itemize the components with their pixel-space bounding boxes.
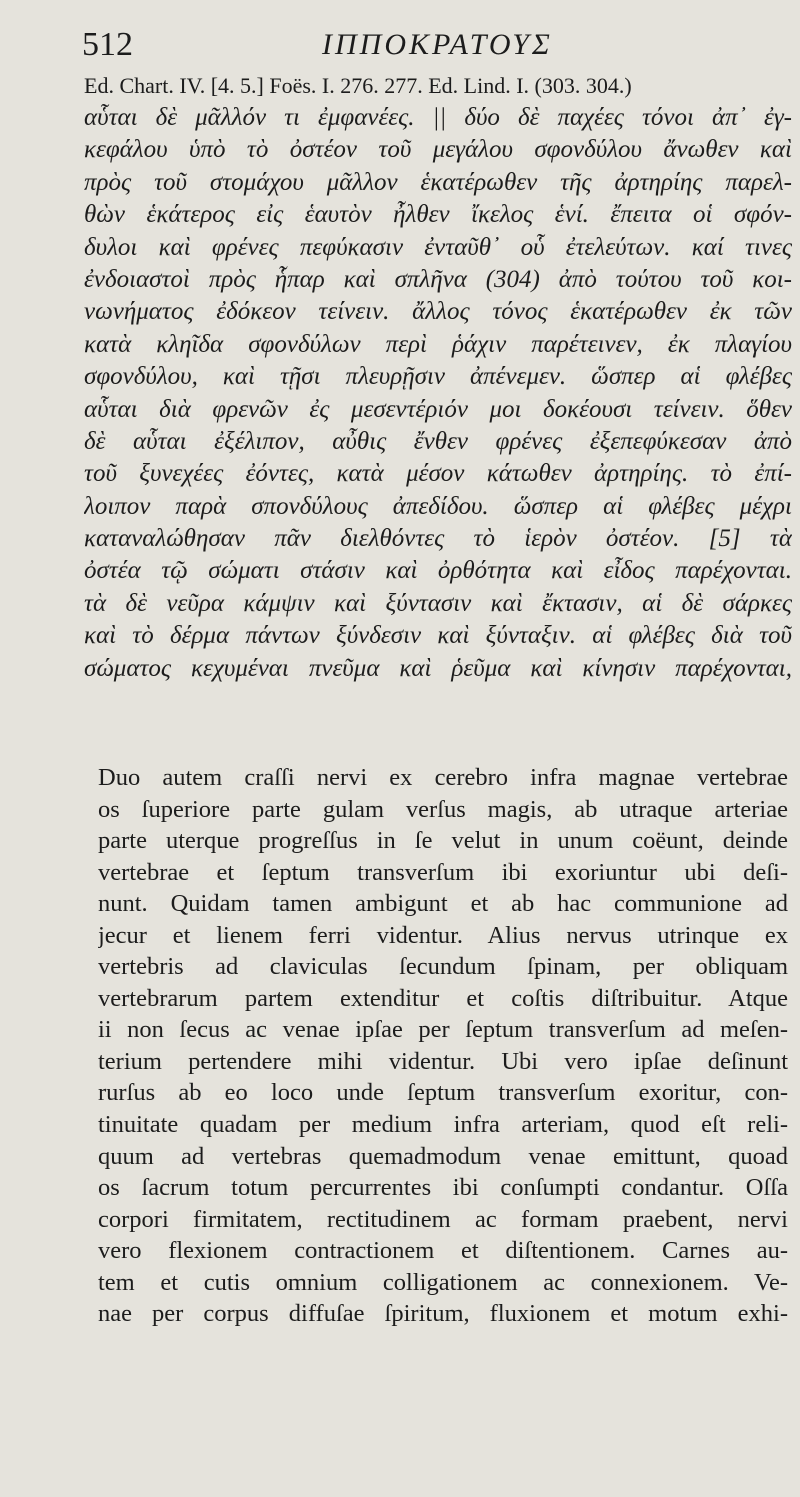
- latin-line: os ſacrum totum percurrentes ibi conſumpti condantur. Oſſa: [98, 1174, 788, 1202]
- latin-line: vertebris ad claviculas ſecundum ſpinam, per obliquam: [98, 953, 788, 981]
- greek-line: ὀστέα τῷ σώματι στάσιν καὶ ὀρθότητα καὶ εἶδος παρέχονται.: [84, 557, 792, 585]
- greek-line: κεφάλου ὑπὸ τὸ ὀστέον τοῦ μεγάλου σφονδύλου ἄνωθεν καὶ: [84, 136, 792, 164]
- latin-line: nae per corpus diffuſae ſpiritum, fluxionem et motum exhi-: [98, 1300, 788, 1328]
- greek-line: νωνήματος ἐδόκεον τείνειν. ἄλλος τόνος ἑκατέρωθεν ἐκ τῶν: [84, 298, 792, 326]
- latin-line: Duo autem craſſi nervi ex cerebro infra magnae vertebrae: [98, 764, 788, 791]
- greek-line: τοῦ ξυνεχέες ἐόντες, κατὰ μέσον κάτωθεν ἀρτηρίης. τὸ ἐπί-: [84, 460, 792, 488]
- greek-line: πρὸς τοῦ στομάχου μᾶλλον ἑκατέρωθεν τῆς ἀρτηρίης παρελ-: [84, 168, 792, 196]
- latin-line: os ſuperiore parte gulam verſus magis, ab utraque arteriae: [98, 795, 788, 823]
- latin-line: nunt. Quidam tamen ambigunt et ab hac communione ad: [98, 890, 788, 918]
- greek-line: ἐνδοιαστοὶ πρὸς ἧπαρ καὶ σπλῆνα (304) ἀπὸ τούτου τοῦ κοι-: [84, 265, 792, 293]
- greek-line: σφονδύλου, καὶ τῇσι πλευρῇσιν ἀπένεμεν. ὥσπερ αἱ φλέβες: [84, 363, 792, 391]
- latin-translation-block: [98, 762, 788, 1330]
- latin-line: vertebrarum partem extenditur et coſtis diſtribuitur. Atque: [98, 984, 788, 1012]
- latin-line: quum ad vertebras quemadmodum venae emittunt, quoad: [98, 1142, 788, 1170]
- greek-line: λοιπον παρὰ σπονδύλους ἀπεδίδου. ὥσπερ αἱ φλέβες μέχρι: [84, 492, 792, 520]
- page-number: 512: [82, 26, 133, 63]
- edition-reference-line: Ed. Chart. IV. [4. 5.] Foës. I. 276. 277. Ed. Lind. I. (303. 304.): [84, 73, 632, 98]
- greek-line: τὰ δὲ νεῦρα κάμψιν καὶ ξύντασιν καὶ ἔκτασιν, αἱ δὲ σάρκες: [84, 589, 792, 617]
- greek-line: αὗται δὲ μᾶλλόν τι ἐμφανέες. || δύο δὲ παχέες τόνοι ἀπ᾽ ἐγ-: [84, 104, 792, 131]
- greek-line: αὗται διὰ φρενῶν ἐς μεσεντέριόν μοι δοκέουσι τείνειν. ὅθεν: [84, 395, 792, 423]
- greek-line: καὶ τὸ δέρμα πάντων ξύνδεσιν καὶ ξύνταξιν. αἱ φλέβες διὰ τοῦ: [84, 622, 792, 650]
- latin-line: rurſus ab eo loco unde ſeptum transverſum exoritur, con-: [98, 1079, 788, 1107]
- page-header: [82, 22, 762, 68]
- latin-line: tinuitate quadam per medium infra arteriam, quod eſt reli-: [98, 1111, 788, 1139]
- latin-line: terium pertendere mihi videntur. Ubi vero ipſae deſinunt: [98, 1047, 788, 1075]
- greek-line: θὼν ἑκάτερος εἰς ἑαυτὸν ἦλθεν ἴκελος ἑνί. ἔπειτα οἱ σφόν-: [84, 201, 792, 229]
- greek-line: καταναλώθησαν πᾶν διελθόντες τὸ ἱερὸν ὀστέον. [5] τὰ: [84, 525, 792, 553]
- greek-line: δυλοι καὶ φρένες πεφύκασιν ἐνταῦθ᾽ οὗ ἐτελεύτων. καί τινες: [84, 233, 792, 261]
- latin-line: jecur et lienem ferri videntur. Alius nervus utrinque ex: [98, 921, 788, 949]
- greek-text-block: [84, 102, 792, 685]
- running-title: ΙΠΠΟΚΡΑΤΟΥΣ: [322, 28, 553, 61]
- latin-line: corpori firmitatem, rectitudinem ac formam praebent, nervi: [98, 1205, 788, 1233]
- latin-line: ii non ſecus ac venae ipſae per ſeptum transverſum ad meſen-: [98, 1016, 788, 1044]
- greek-line: δὲ αὗται ἐξέλιπον, αὖθις ἔνθεν φρένες ἐξεπεφύκεσαν ἀπὸ: [84, 427, 792, 455]
- latin-line: vero flexionem contractionem et diſtentionem. Carnes au-: [98, 1237, 788, 1265]
- latin-line: parte uterque progreſſus in ſe velut in unum coëunt, deinde: [98, 827, 788, 855]
- greek-line: κατὰ κληῖδα σφονδύλων περὶ ῥάχιν παρέτεινεν, ἐκ πλαγίου: [84, 330, 792, 358]
- greek-line: σώματος κεχυμέναι πνεῦμα καὶ ῥεῦμα καὶ κίνησιν παρέχονται,: [84, 654, 792, 682]
- latin-line: vertebrae et ſeptum transverſum ibi exoriuntur ubi deſi-: [98, 858, 788, 886]
- latin-line: tem et cutis omnium colligationem ac connexionem. Ve-: [98, 1268, 788, 1296]
